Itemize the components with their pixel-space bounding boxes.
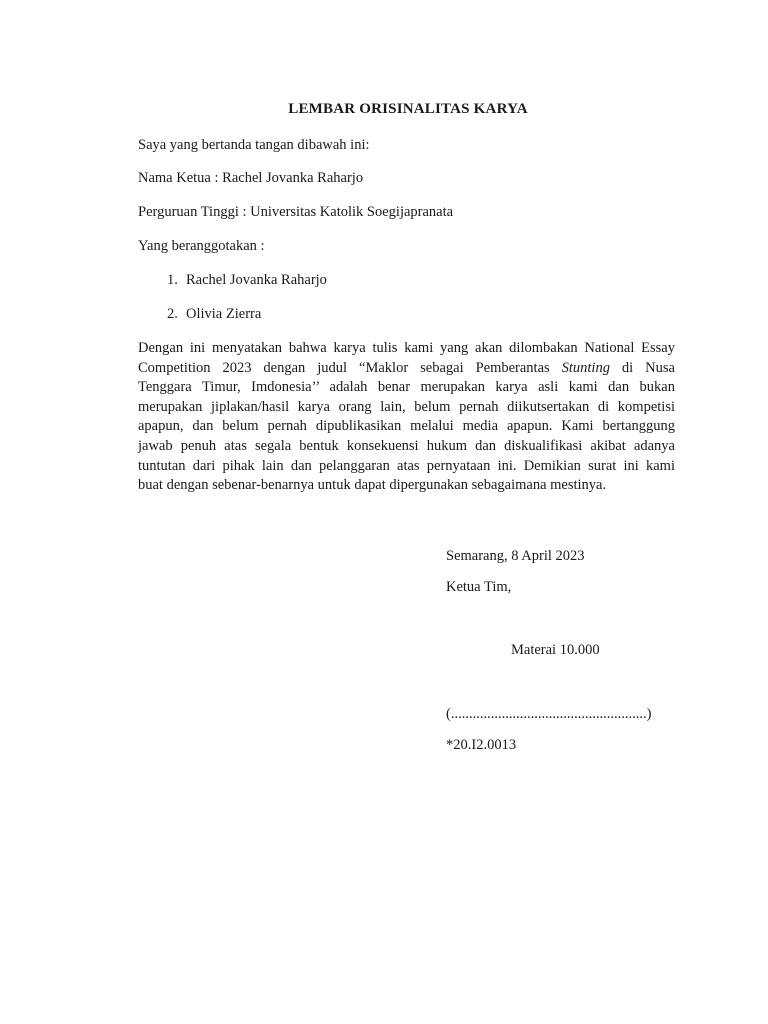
- member-number: 2.: [167, 306, 178, 322]
- leader-name: Nama Ketua : Rachel Jovanka Raharjo: [138, 170, 364, 186]
- member-item: [167, 272, 327, 289]
- document-title: LEMBAR ORISINALITAS KARYA: [288, 101, 528, 117]
- statement-line: Dengan ini menyatakan bahwa karya tulis kami yang akan dilombakan National Essay: [138, 340, 675, 356]
- member-name: Olivia Zierra: [186, 306, 262, 322]
- signer-id: *20.I2.0013: [446, 737, 517, 753]
- materai-label: Materai 10.000: [511, 642, 600, 658]
- statement-line: jawab penuh atas segala bentuk konsekuensi hukum dan diskualifikasi akibat adanya: [138, 437, 675, 454]
- statement-text: Competition 2023 dengan judul “Maklor sebagai Pemberantas: [138, 359, 562, 376]
- member-number: 1.: [167, 272, 178, 288]
- place-date: Semarang, 8 April 2023: [446, 548, 585, 564]
- statement-line: tuntutan dari pihak lain dan pelanggaran atas pernyataan ini. Demikian surat ini kami: [138, 457, 675, 474]
- signer-role: Ketua Tim,: [446, 579, 512, 595]
- statement-line: [138, 359, 675, 379]
- members-label: Yang beranggotakan :: [138, 238, 265, 254]
- statement-line: merupakan jiplakan/hasil karya orang lain, belum pernah diikutsertakan di kompetisi: [138, 398, 675, 415]
- statement-line: buat dengan sebenar-benarnya untuk dapat dipergunakan sebagaimana mestinya.: [138, 477, 607, 494]
- intro-text: Saya yang bertanda tangan dibawah ini:: [138, 137, 370, 153]
- statement-text: di Nusa: [609, 359, 675, 376]
- member-name: Rachel Jovanka Raharjo: [186, 272, 327, 288]
- university: Perguruan Tinggi : Universitas Katolik Soegijapranata: [138, 204, 454, 220]
- statement-line: apapun, dan belum pernah dipublikasikan melalui media apapun. Kami bertanggung: [138, 418, 675, 435]
- member-item: [167, 306, 261, 323]
- statement-italic: Stunting: [561, 359, 610, 376]
- statement-paragraph: [138, 339, 675, 496]
- signature-name-line: (......................................................): [446, 706, 652, 722]
- statement-line: Tenggara Timur, Imdonesia’’ adalah benar merupakan karya asli kami dan bukan: [138, 379, 675, 396]
